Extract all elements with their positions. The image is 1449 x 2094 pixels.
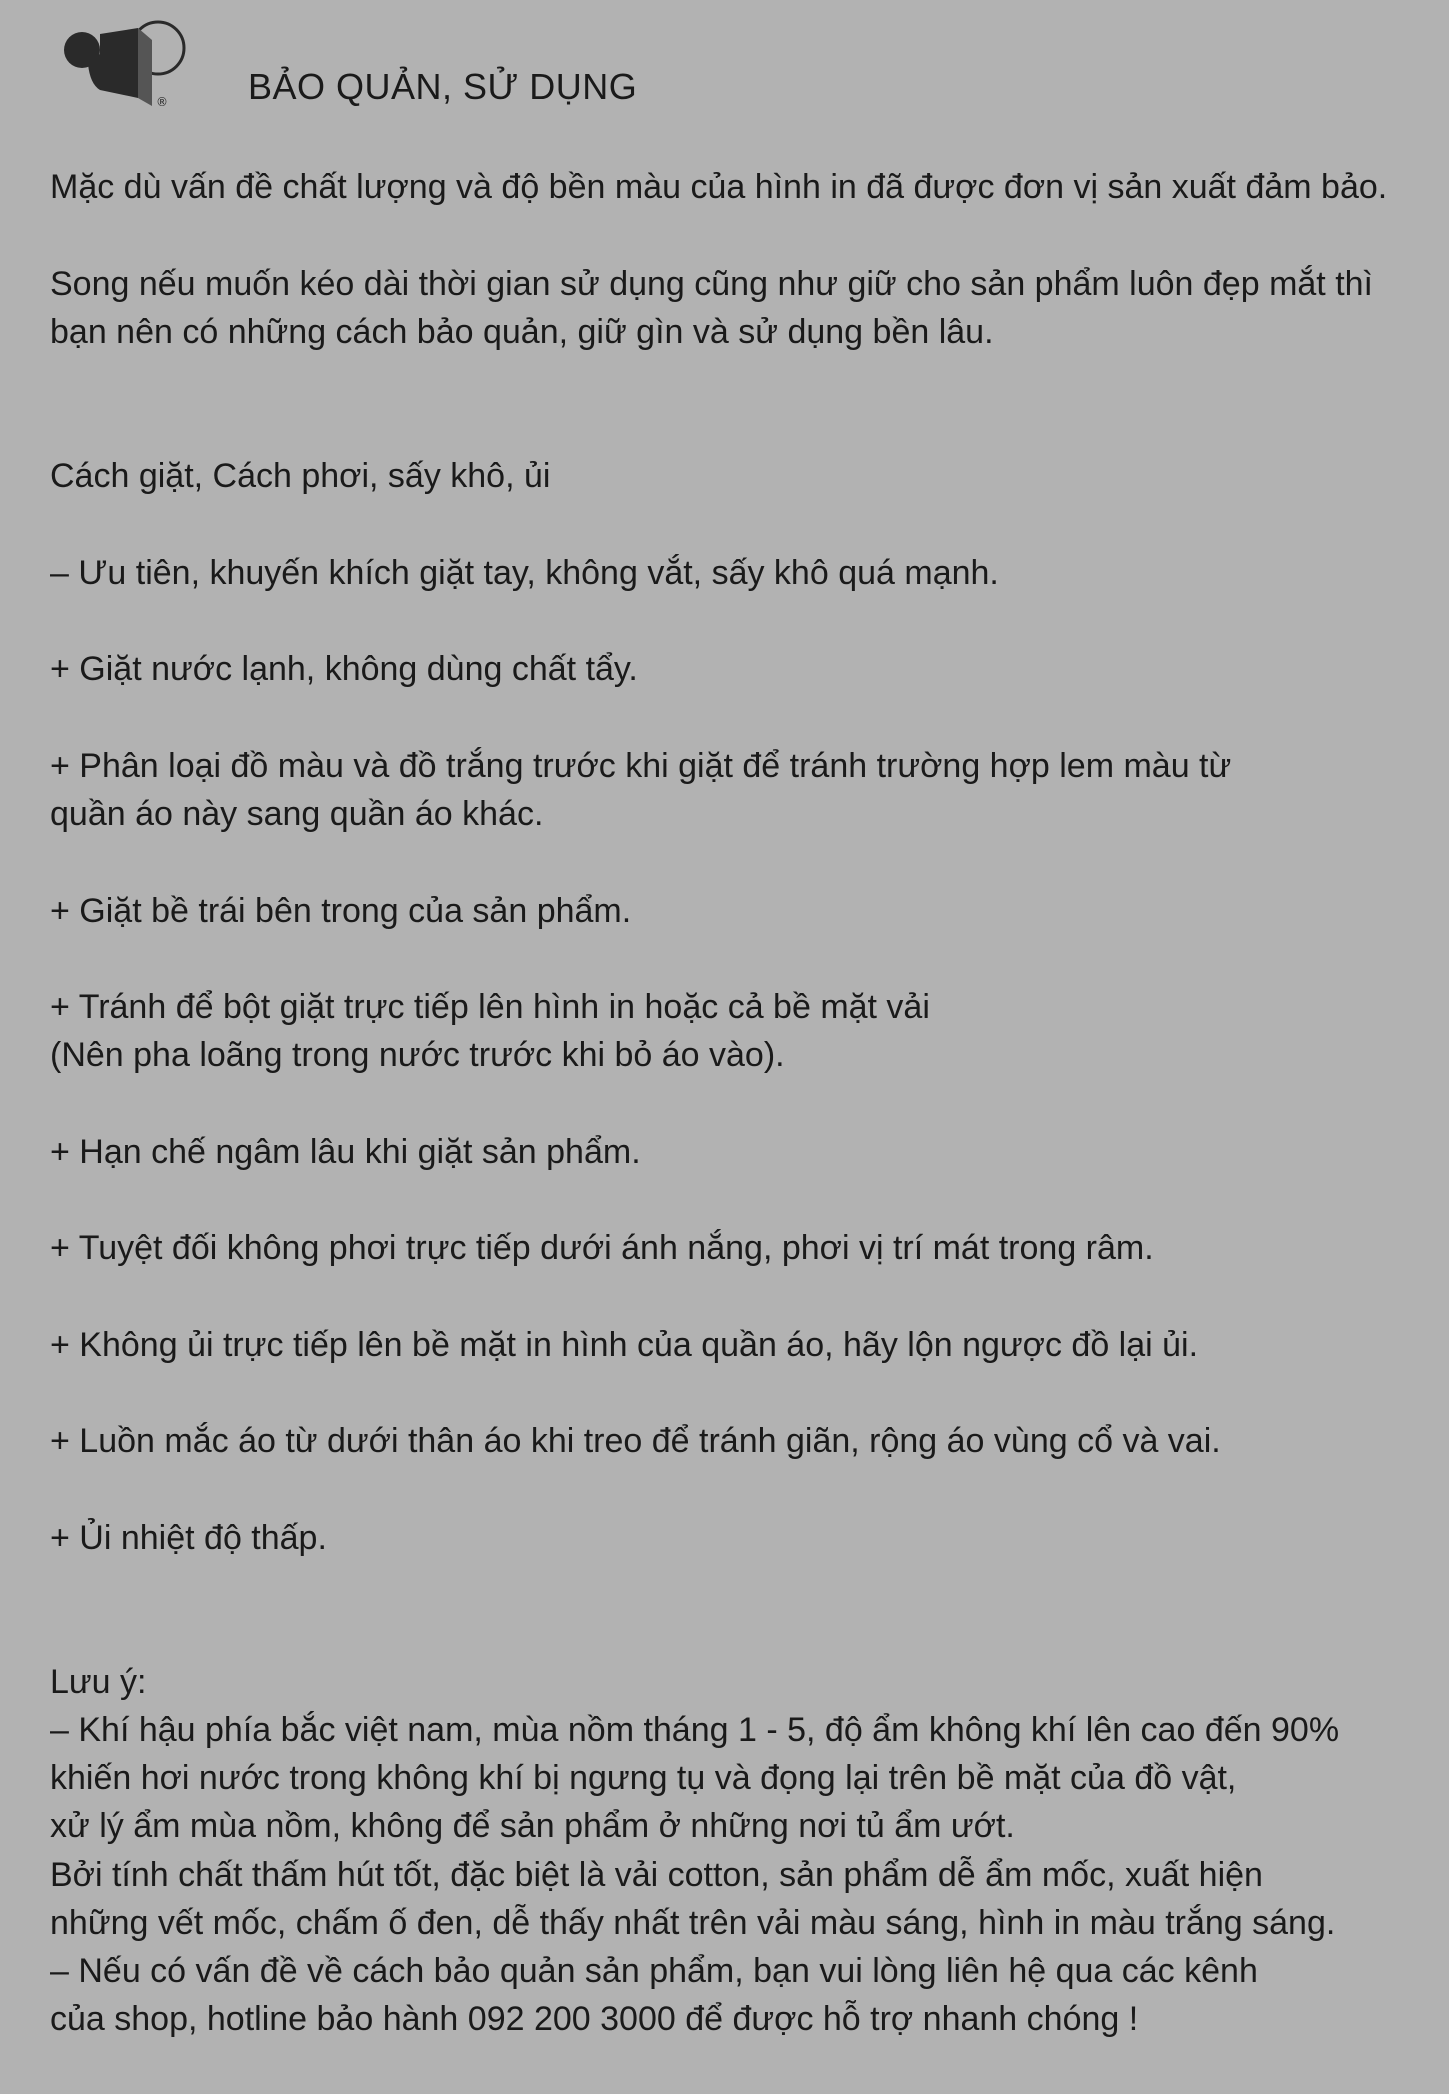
mouse-head-logo-icon [60, 14, 190, 106]
care-item-2-line-1: + Phân loại đồ màu và đồ trắng trước khi giặt để tránh trường hợp lem màu từ [50, 747, 1232, 785]
care-item-3: + Giặt bề trái bên trong của sản phẩm. [50, 892, 632, 930]
care-item-2-line-2: quần áo này sang quần áo khác. [50, 795, 544, 833]
note-line-7: của shop, hotline bảo hành 092 200 3000 để được hỗ trợ nhanh chóng ! [50, 2000, 1139, 2038]
care-item-5: + Hạn chế ngâm lâu khi giặt sản phẩm. [50, 1133, 641, 1171]
intro-paragraph-1: Mặc dù vấn đề chất lượng và độ bền màu của hình in đã được đơn vị sản xuất đảm bảo. [50, 168, 1388, 206]
care-item-8: + Luồn mắc áo từ dưới thân áo khi treo để tránh giãn, rộng áo vùng cổ và vai. [50, 1422, 1221, 1460]
note-line-3: xử lý ẩm mùa nồm, không để sản phẩm ở những nơi tủ ẩm ướt. [50, 1807, 1015, 1845]
note-line-4: Bởi tính chất thấm hút tốt, đặc biệt là vải cotton, sản phẩm dễ ẩm mốc, xuất hiện [50, 1856, 1263, 1894]
care-item-7: + Không ủi trực tiếp lên bề mặt in hình của quần áo, hãy lộn ngược đồ lại ủi. [50, 1326, 1199, 1364]
page-title: BẢO QUẢN, SỬ DỤNG [248, 66, 638, 107]
care-item-4-line-2: (Nên pha loãng trong nước trước khi bỏ áo vào). [50, 1036, 785, 1074]
intro-paragraph-2-line-2: bạn nên có những cách bảo quản, giữ gìn và sử dụng bền lâu. [50, 313, 994, 351]
note-heading: Lưu ý: [50, 1663, 147, 1701]
note-line-1: – Khí hậu phía bắc việt nam, mùa nồm tháng 1 - 5, độ ẩm không khí lên cao đến 90% [50, 1711, 1340, 1749]
note-line-5: những vết mốc, chấm ố đen, dễ thấy nhất trên vải màu sáng, hình in màu trắng sáng. [50, 1904, 1336, 1942]
care-priority: – Ưu tiên, khuyến khích giặt tay, không vắt, sấy khô quá mạnh. [50, 554, 999, 592]
registered-mark: ® [156, 95, 168, 106]
intro-paragraph-2-line-1: Song nếu muốn kéo dài thời gian sử dụng cũng như giữ cho sản phẩm luôn đẹp mắt thì [50, 265, 1373, 303]
care-heading: Cách giặt, Cách phơi, sấy khô, ủi [50, 457, 551, 495]
care-item-9: + Ủi nhiệt độ thấp. [50, 1519, 327, 1557]
note-line-6: – Nếu có vấn đề về cách bảo quản sản phẩm, bạn vui lòng liên hệ qua các kênh [50, 1952, 1258, 1990]
care-item-4-line-1: + Tránh để bột giặt trực tiếp lên hình in hoặc cả bề mặt vải [50, 988, 930, 1026]
care-item-1: + Giặt nước lạnh, không dùng chất tẩy. [50, 650, 638, 688]
care-item-6: + Tuyệt đối không phơi trực tiếp dưới ánh nắng, phơi vị trí mát trong râm. [50, 1229, 1154, 1267]
note-line-2: khiến hơi nước trong không khí bị ngưng tụ và đọng lại trên bề mặt của đồ vật, [50, 1759, 1237, 1797]
